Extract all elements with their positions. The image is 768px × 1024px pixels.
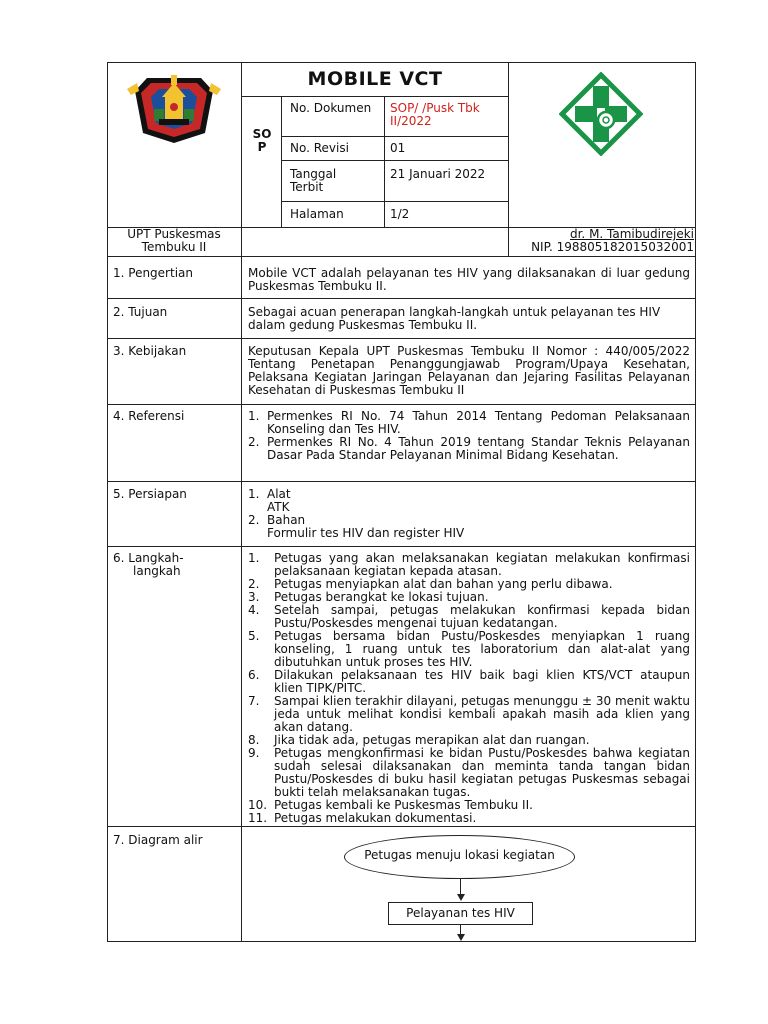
list-item: 1. Alat ATK [248, 487, 291, 514]
reference-list [248, 410, 690, 462]
list-item: 5. Petugas bersama bidan Pustu/Poskesdes menyiapkan 1 ruang konseling, 1 ruang untuk tes laboratorium dan alat-alat yang dibutuhkan untuk proses tes HIV. [248, 629, 690, 669]
section-text-tujuan: Sebagai acuan penerapan langkah-langkah untuk pelayanan tes HIV dalam gedung Puskesmas Tembuku II. [248, 305, 661, 332]
section-label-persiapan: 5. Persiapan [113, 487, 187, 501]
flow-step-label: Pelayanan tes HIV [406, 906, 515, 920]
sop-divider [281, 96, 282, 227]
list-item: 7. Sampai klien terakhir dilayani, petugas menunggu ± 30 menit waktu jeda untuk melihat kondisi kembali apakah masih ada klien yang akan datang. [248, 694, 690, 734]
field-label-page: Halaman [290, 207, 344, 221]
row-divider [107, 546, 696, 547]
list-item: 6. Dilakukan pelaksanaan tes HIV baik bagi klien KTS/VCT ataupun klien TIPK/PITC. [248, 668, 690, 695]
border-left [107, 62, 108, 942]
field-value-revision: 01 [390, 141, 406, 155]
field-label-issue-date: Tanggal Terbit [290, 167, 337, 194]
field-value-divider [384, 96, 385, 227]
list-item: 8. Jika tidak ada, petugas merapikan alat dan ruangan. [248, 733, 590, 747]
field-value-issue-date: 21 Januari 2022 [390, 167, 486, 181]
section-label-langkah: 6. Langkah- langkah [113, 551, 184, 578]
field-row-divider [281, 160, 509, 161]
list-item: 2. Bahan Formulir tes HIV dan register HIV [248, 513, 465, 540]
section-text-kebijakan: Keputusan Kepala UPT Puskesmas Tembuku II Nomor : 440/005/2022 Tentang Penetapan Penanggungjawab Program/Upaya Kesehatan, Pelaksana Kegiatan Jaringan Pelayanan dan Jejaring Fasilitas Pelayanan Kesehatan di Puskesmas Tembuku II [248, 344, 690, 397]
regency-logo [121, 65, 227, 145]
flow-arrowhead [457, 934, 465, 941]
row-divider [107, 338, 696, 339]
signer-name: dr. M. Tamibudirejeki [569, 227, 694, 241]
list-item: 3. Petugas berangkat ke lokasi tujuan. [248, 590, 489, 604]
border-right [695, 62, 696, 942]
section-label-tujuan: 2. Tujuan [113, 305, 168, 319]
field-label-doc-number: No. Dokumen [290, 101, 372, 115]
section-label-pengertian: 1. Pengertian [113, 266, 193, 280]
section-label-kebijakan: 3. Kebijakan [113, 344, 187, 358]
list-item: 4. Setelah sampai, petugas melakukan konfirmasi kepada bidan Pustu/Poskesdes mengenai tujuan kedatangan. [248, 603, 690, 630]
label-column-divider [241, 62, 242, 942]
steps-list [248, 552, 690, 825]
sop-document [107, 62, 696, 942]
list-item: 9. Petugas mengkonfirmasi ke bidan Pustu/Poskesdes bahwa kegiatan sudah selesai dilaksanakan dan meminta tanda tangan bidan Pustu/Poskesdes di buku hasil kegiatan petugas Puskesmas sebagai bukti telah melaksanakan tugas. [248, 746, 690, 799]
document-title: MOBILE VCT [307, 68, 443, 90]
section-label-diagram: 7. Diagram alir [113, 833, 203, 847]
flow-start-label: Petugas menuju lokasi kegiatan [364, 848, 555, 862]
org-name: UPT Puskesmas Tembuku II [127, 227, 221, 254]
field-value-page: 1/2 [390, 207, 410, 221]
field-value-doc-number: SOP/ /Pusk Tbk II/2022 [390, 101, 480, 128]
flow-arrow [460, 878, 461, 895]
list-item: 2. Permenkes RI No. 4 Tahun 2019 tentang Standar Teknis Pelayanan Dasar Pada Standar Pelayanan Minimal Bidang Kesehatan. [248, 435, 690, 462]
list-item: 1. Permenkes RI No. 74 Tahun 2014 Tentang Pedoman Pelaksanaan Konseling dan Tes HIV. [248, 409, 690, 436]
preparation-list [248, 488, 690, 540]
list-item: 2. Petugas menyiapkan alat dan bahan yang perlu dibawa. [248, 577, 613, 591]
signer-nip: NIP. 198805182015032001 [531, 240, 694, 254]
flow-arrowhead [457, 894, 465, 901]
row-divider [107, 481, 696, 482]
border-bottom [107, 941, 696, 942]
puskesmas-logo [559, 72, 643, 156]
border-top [107, 62, 696, 63]
section-label-referensi: 4. Referensi [113, 409, 185, 423]
list-item: 10. Petugas kembali ke Puskesmas Tembuku II. [248, 798, 533, 812]
list-item: 11. Petugas melakukan dokumentasi. [248, 811, 477, 825]
row-divider [107, 298, 696, 299]
field-label-revision: No. Revisi [290, 141, 349, 155]
row-divider [107, 404, 696, 405]
field-row-divider [281, 201, 509, 202]
sop-label: SO P [252, 127, 272, 154]
list-item: 1. Petugas yang akan melaksanakan kegiatan melakukan konfirmasi pelaksanaan kegiatan kepada atasan. [248, 551, 690, 578]
section-text-pengertian: Mobile VCT adalah pelayanan tes HIV yang dilaksanakan di luar gedung Puskesmas Tembuku II. [248, 266, 690, 293]
row-divider [107, 256, 696, 257]
row-divider [107, 826, 696, 827]
field-row-divider [281, 136, 509, 137]
